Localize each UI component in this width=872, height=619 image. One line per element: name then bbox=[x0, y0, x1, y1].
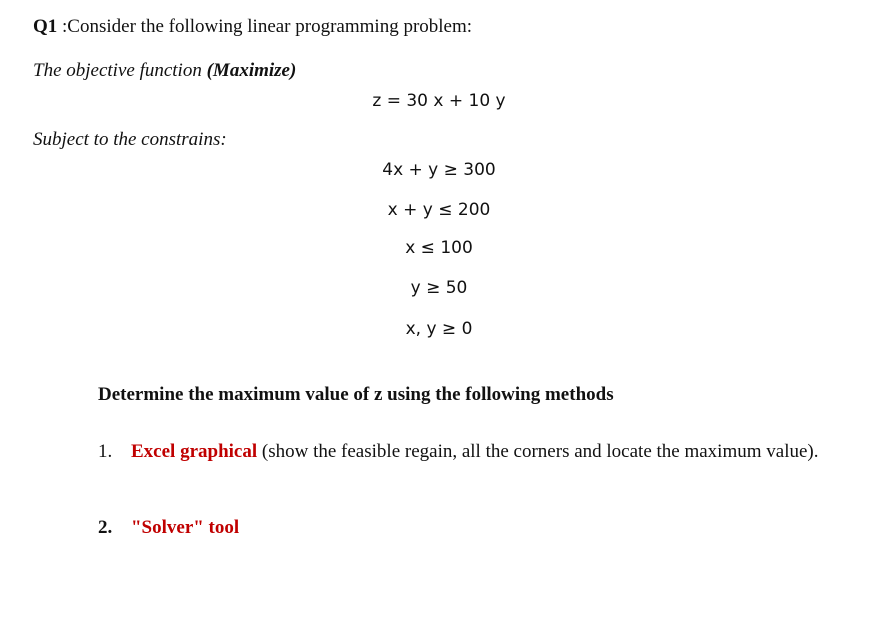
objective-label: The objective function bbox=[33, 60, 207, 81]
constraint-1: 4x + y ≥ 300 bbox=[382, 160, 496, 180]
method-item-solver bbox=[98, 510, 858, 546]
instruction-text: Determine the maximum value of z using the following methods bbox=[98, 384, 614, 405]
question-line bbox=[33, 16, 472, 38]
method-number: 2. bbox=[98, 517, 113, 538]
constraint-3: x ≤ 100 bbox=[405, 238, 473, 258]
method-number: 1. bbox=[98, 441, 113, 462]
objective-heading bbox=[33, 60, 296, 82]
question-intro: :Consider the following linear programming problem: bbox=[57, 16, 473, 37]
objective-equation: z = 30 x + 10 y bbox=[372, 91, 506, 111]
method-item-excel bbox=[98, 434, 858, 470]
objective-mode: (Maximize) bbox=[206, 60, 297, 81]
method-description: (show the feasible regain, all the corners and locate the maximum value). bbox=[257, 441, 819, 462]
constraint-2: x + y ≤ 200 bbox=[387, 200, 491, 220]
constraints-heading: Subject to the constrains: bbox=[33, 129, 227, 150]
constraint-5: x, y ≥ 0 bbox=[405, 319, 473, 339]
question-number: Q1 bbox=[33, 16, 58, 37]
method-highlight: Excel graphical bbox=[131, 441, 258, 462]
method-highlight: "Solver" tool bbox=[131, 517, 240, 538]
constraint-4: y ≥ 50 bbox=[410, 278, 468, 298]
